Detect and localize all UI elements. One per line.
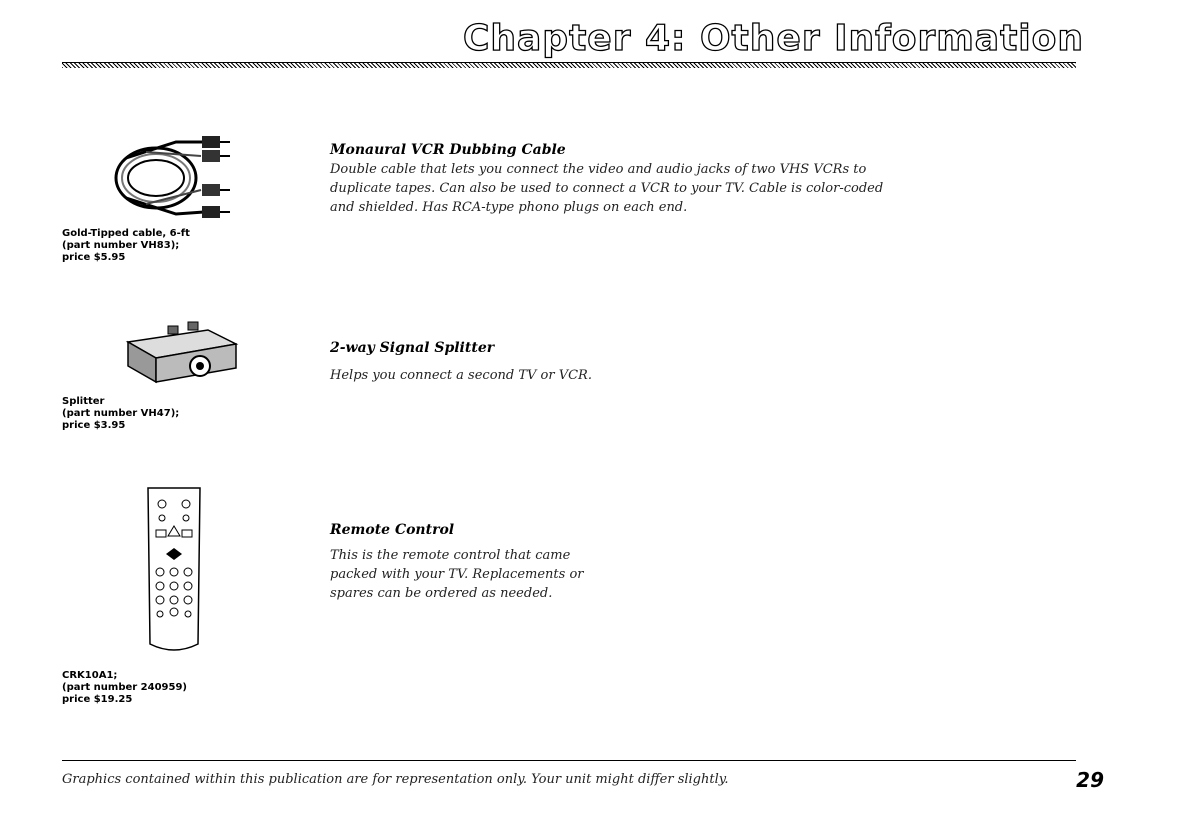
caption-line: Gold-Tipped cable, 6-ft <box>62 228 190 239</box>
product-item-splitter <box>62 316 1076 446</box>
caption-line: (part number VH47); <box>62 408 180 419</box>
product-title: Remote Control <box>330 522 455 538</box>
product-caption <box>62 670 187 706</box>
caption-line: price $3.95 <box>62 420 126 431</box>
caption-line: (part number 240959) <box>62 682 187 693</box>
caption-line: price $19.25 <box>62 694 133 705</box>
remote-control-image <box>144 484 204 656</box>
splitter-image <box>118 316 244 390</box>
title-rule <box>62 62 1076 68</box>
product-title: Monaural VCR Dubbing Cable <box>330 142 566 158</box>
caption-line: price $5.95 <box>62 252 126 263</box>
product-description: Double cable that lets you connect the video and audio jacks of two VHS VCRs to duplicate tapes. Can also be used to connect a VCR to your TV. Cable is color-coded and shielded. Has RCA-type phono plugs on each end. <box>330 162 884 215</box>
product-caption <box>62 228 190 264</box>
product-item-remote <box>62 484 1076 714</box>
product-item-dubbing-cable <box>62 128 1076 278</box>
page-number: 29 <box>1076 768 1104 792</box>
caption-line: CRK10A1; <box>62 670 118 681</box>
product-description: Helps you connect a second TV or VCR. <box>330 368 592 383</box>
dubbing-cable-image <box>106 128 246 224</box>
product-description: This is the remote control that came packed with your TV. Replacements or spares can be ordered as needed. <box>330 548 584 601</box>
caption-line: Splitter <box>62 396 105 407</box>
footer-rule <box>62 760 1076 761</box>
product-title: 2-way Signal Splitter <box>330 340 495 356</box>
footer-note: Graphics contained within this publication are for representation only. Your unit might differ slightly. <box>62 772 729 787</box>
product-caption <box>62 396 179 432</box>
caption-line: (part number VH83); <box>62 240 180 251</box>
chapter-title: Chapter 4: Other Information <box>462 18 1084 59</box>
